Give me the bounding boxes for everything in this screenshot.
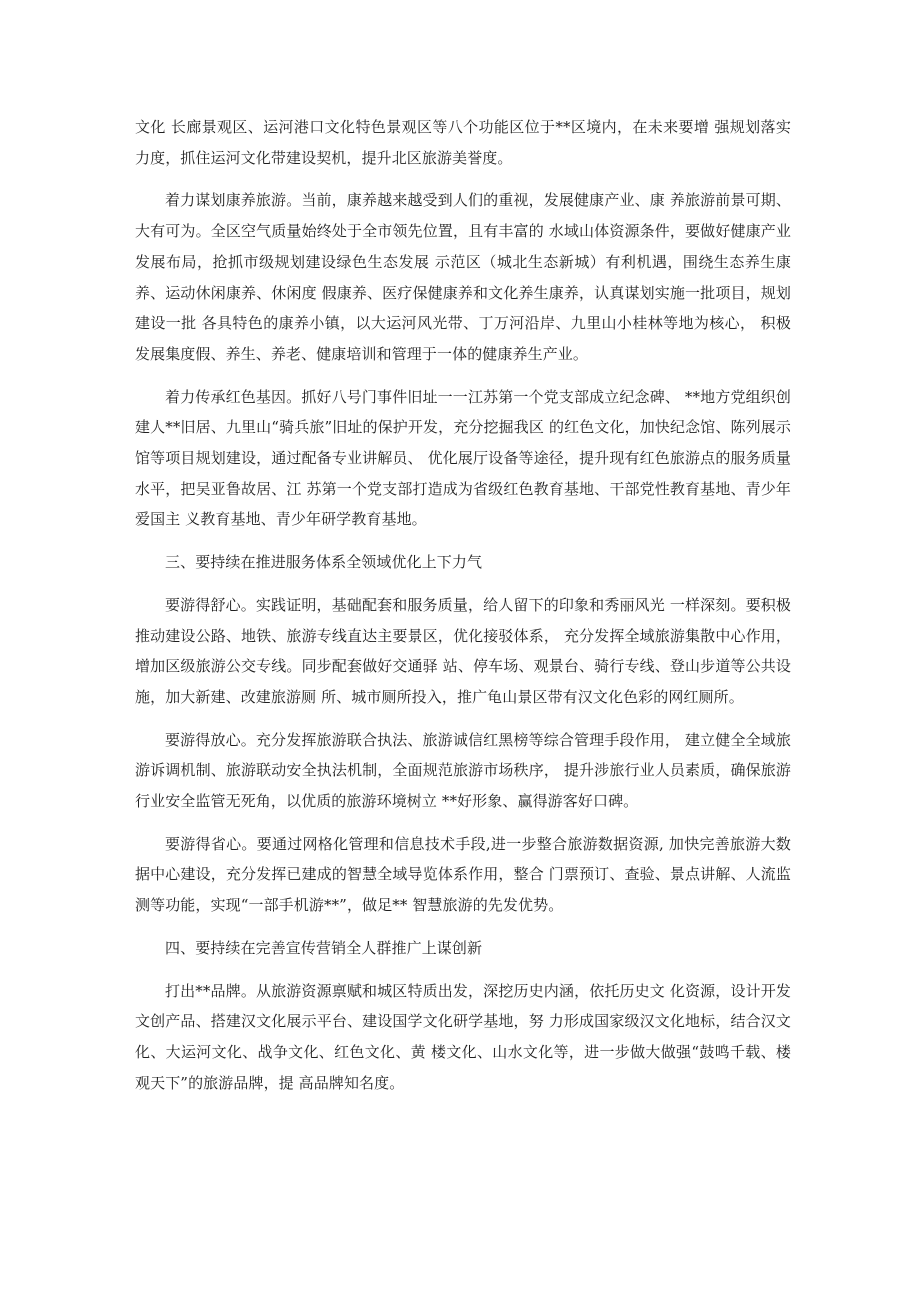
paragraph-grand-canal-continuation: 文化 长廊景观区、运河港口文化特色景观区等八个功能区位于**区境内，在未来要增 强规划落实力度，抓住运河文化带建设契机，提升北区旅游美誉度。 bbox=[135, 118, 791, 167]
section-heading-marketing: 四、要持续在完善宣传营销全人群推广上谋创新 bbox=[165, 938, 483, 957]
paragraph-convenient-travel: 要游得省心。要通过网格化管理和信息技术手段,进一步整合旅游数据资源, 加快完善旅游大数据中心建设，充分发挥已建成的智慧全域导览体系作用，整合 门票预订、查验、景点讲解、人流监测等功能，实现“一部手机游**”，做足** 智慧旅游的先发优势。 bbox=[135, 834, 791, 915]
paragraph-wellness-tourism: 着力谋划康养旅游。当前，康养越来越受到人们的重视，发展健康产业、康 养旅游前景可期、大有可为。全区空气质量始终处于全市领先位置，且有丰富的 水域山体资源条件，要做好健康产业发展布局，抢抓市级规划建设绿色生态发展 示范区（城北生态新城）有利机遇，围绕生态养生康养、运动休闲康养、休闲度 假康养、医疗保健康养和文化养生康养，认真谋划实施一批项目，规划建设一批 各具特色的康养小镇，以大运河风光带、丁万河沿岸、九里山小桂林等地为核心， 积极发展集度假、养生、养老、健康培训和管理于一体的健康养生产业。 bbox=[135, 191, 791, 363]
paragraph-comfortable-travel: 要游得舒心。实践证明，基础配套和服务质量，给人留下的印象和秀丽风光 一样深刻。要积极推动建设公路、地铁、旅游专线直达主要景区，优化接驳体系， 充分发挥全域旅游集散中心作用，增加区级旅游公交专线。同步配套做好交通驿 站、停车场、观景台、骑行专线、登山步道等公共设施，加大新建、改建旅游厕 所、城市厕所投入，推广龟山景区带有汉文化色彩的网红厕所。 bbox=[135, 595, 791, 706]
paragraph-red-heritage: 着力传承红色基因。抓好八号门事件旧址一一江苏第一个党支部成立纪念碑、 **地方党组织创建人**旧居、九里山“骑兵旅”旧址的保护开发，充分挖掘我区 的红色文化，加快纪念馆、陈列展示馆等项目规划建设，通过配备专业讲解员、 优化展厅设备等途径，提升现有红色旅游点的服务质量水平，把吴亚鲁故居、江 苏第一个党支部打造成为省级红色教育基地、干部党性教育基地、青少年爱国主 义教育基地、青少年研学教育基地。 bbox=[135, 387, 791, 529]
document-body bbox=[135, 112, 791, 1110]
paragraph-safe-travel: 要游得放心。充分发挥旅游联合执法、旅游诚信红黑榜等综合管理手段作用， 建立健全全域旅游诉调机制、旅游联动安全执法机制，全面规范旅游市场秩序， 提升涉旅行业人员素质，确保旅游行业安全监管无死角，以优质的旅游环境树立 **好形象、赢得游客好口碑。 bbox=[135, 730, 791, 811]
paragraph-brand-building: 打出**品牌。从旅游资源禀赋和城区特质出发，深挖历史内涵，依托历史文 化资源，设计开发文创产品、搭建汉文化展示平台、建设国学文化研学基地，努 力形成国家级汉文化地标，结合汉文化、大运河文化、战争文化、红色文化、黄 楼文化、山水文化等，进一步做大做强“鼓鸣千载、楼观天下”的旅游品牌，提 高品牌知名度。 bbox=[135, 981, 791, 1092]
section-heading-service-system: 三、要持续在推进服务体系全领域优化上下力气 bbox=[165, 553, 483, 572]
